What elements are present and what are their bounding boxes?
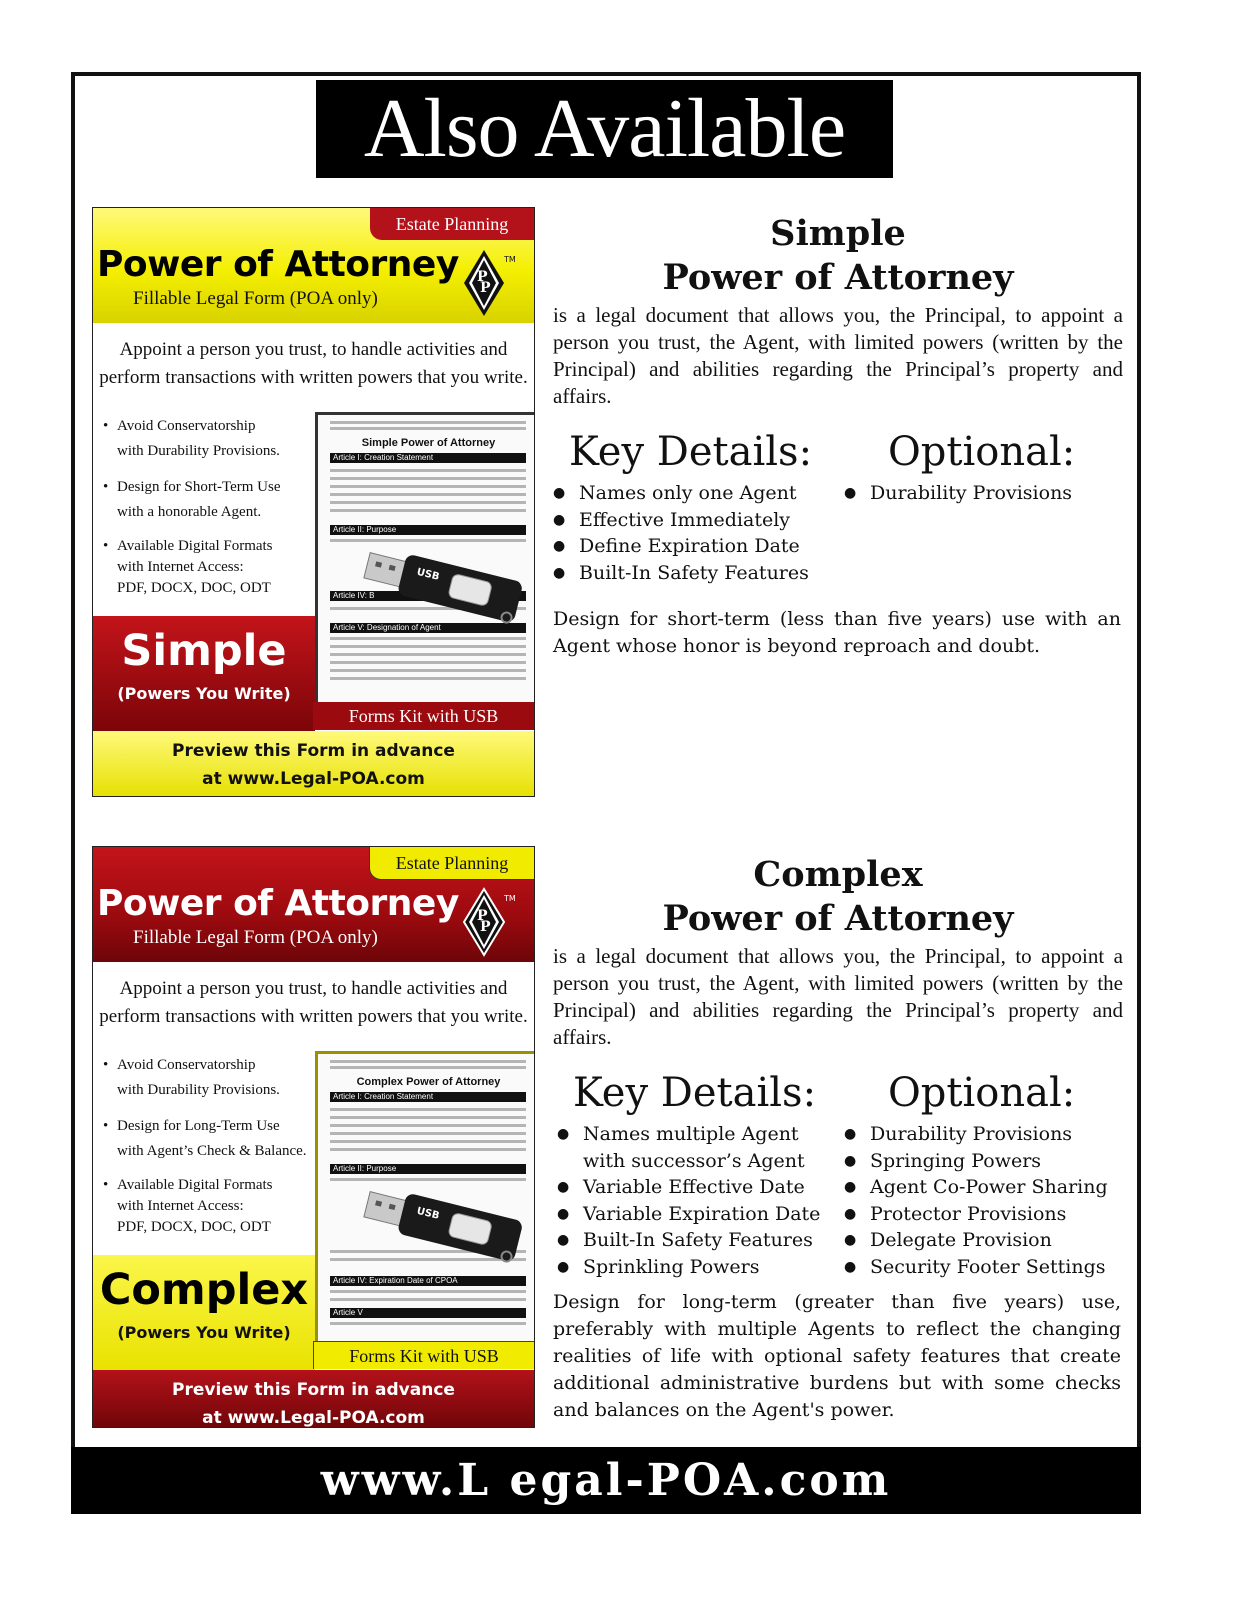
document-section: Article I: Creation Statement [330,453,526,463]
document-title: Complex Power of Attorney [356,1076,501,1088]
description-text: is a legal document that allows you, the Principal, to appoint a person you trust, the Agent, with limited powers (written by the Principal) and abilities regarding the Principal’s property and affairs. [553,303,1123,408]
document-title: Simple Power of Attorney [361,437,496,449]
document-section: Article IV: Expiration Date of CPOA [330,1276,526,1286]
key-detail-item: ● Effective Immediately [553,507,812,534]
cover-title: Power of Attorney [97,883,459,924]
optional-item: ● Durability Provisions [844,1121,1108,1148]
key-detail-item: ● Names multiple Agent [557,1121,820,1148]
product-description-complex [553,853,1123,1421]
usb-drive-icon [362,543,535,633]
preview-link[interactable]: Preview this Form in advance at www.Legal-POA.com [93,731,534,797]
svg-text:P: P [477,269,488,285]
key-details-column [557,1069,820,1280]
key-detail-item: ● Built-In Safety Features [553,560,812,587]
footer-website[interactable]: www.L egal-POA.com [71,1447,1141,1514]
cover-subtitle: Fillable Legal Form (POA only) [133,288,378,309]
document-section: Article II: Purpose [330,1164,526,1174]
key-detail-item: ● Names only one Agent [553,480,812,507]
details-columns [553,1069,1123,1294]
key-detail-item: with successor’s Agent [583,1149,805,1172]
key-details-list [557,1121,820,1280]
key-details-heading: Key Details: [569,429,813,475]
product-name-subtitle: (Powers You Write) [117,1323,291,1342]
svg-text:USB: USB [415,1205,441,1222]
description-text: is a legal document that allows you, the Principal, to appoint a person you trust, the Agent, with limited powers (written by the Principal) and abilities regarding the Principal’s property and affairs. [553,944,1123,1049]
form-preview-document [315,1051,535,1344]
document-section: Article IV: B [330,591,526,601]
optional-heading: Optional: [888,429,1076,475]
closing-text: Design for short-term (less than five years) use with an Agent whose honor is beyond reproach and doubt. [553,608,1121,657]
cover-title: Power of Attorney [97,244,459,285]
optional-list [844,480,1075,507]
svg-text:USB: USB [415,566,441,583]
optional-heading: Optional: [888,1070,1076,1116]
document-section: Article V [330,1308,526,1318]
ppp-logo-icon [462,248,520,318]
document-section: Article I: Creation Statement [330,1092,526,1102]
details-columns [553,428,1123,598]
product-cover-simple[interactable] [92,207,535,797]
cover-bullet: • Design for Long-Term Use with Agent’s Check & Balance. [103,1114,317,1164]
description-title: Complex Power of Attorney [662,854,1014,939]
product-name: Complex [99,1265,309,1315]
cover-header [93,208,534,323]
key-details-list [553,480,812,586]
cover-bullet-list [103,1053,317,1249]
preview-link[interactable]: Preview this Form in advance at www.Legal-POA.com [93,1370,534,1428]
optional-item: ● Durability Provisions [844,480,1075,507]
cover-bullet: • Avoid Conservatorship with Durability Provisions. [103,1053,317,1103]
key-details-column [553,428,812,586]
cover-bullet-list [103,414,317,610]
optional-item: ● Agent Co-Power Sharing [844,1174,1108,1201]
cover-subtitle: Fillable Legal Form (POA only) [133,927,378,948]
svg-text:P: P [480,280,491,296]
key-detail-item: ● Variable Expiration Date [557,1201,820,1228]
optional-item: ● Protector Provisions [844,1201,1108,1228]
key-detail-item: ● Built-In Safety Features [557,1227,820,1254]
lead-line-2: perform transactions with written powers that you write. [99,367,528,388]
lead-line-1: Appoint a person you trust, to handle activities and [119,978,508,999]
optional-column [844,1069,1108,1280]
optional-list [844,1121,1108,1280]
estate-planning-tag: Estate Planning [370,208,534,240]
ppp-logo-icon [462,887,520,957]
svg-text:TM: TM [504,255,516,264]
cover-lead [93,336,534,392]
optional-item: ● Delegate Provision [844,1227,1108,1254]
svg-text:TM: TM [504,894,516,903]
cover-bullet: • Available Digital Formats with Internet Access: PDF, DOCX, DOC, ODT [103,536,317,599]
lead-line-1: Appoint a person you trust, to handle activities and [119,339,508,360]
product-description-simple [553,212,1123,657]
document-section: Article II: Purpose [330,525,526,535]
lead-line-2: perform transactions with written powers that you write. [99,1006,528,1027]
document-section: Article V: Designation of Agent [330,623,526,633]
forms-kit-label: Forms Kit with USB [313,702,534,730]
key-details-heading: Key Details: [573,1070,817,1116]
cover-bullet: • Available Digital Formats with Internet Access: PDF, DOCX, DOC, ODT [103,1175,317,1238]
key-detail-item: ● Sprinkling Powers [557,1254,820,1281]
product-name-block [93,1255,315,1370]
closing-text: Design for long-term (greater than five years) use, preferably with multiple Agents to reflect the changing realities of life with optional safety features that create additional administrative burdens but with some checks and balances on the Agent's power. [553,1291,1121,1421]
product-name: Simple [121,626,287,676]
cover-lead [93,975,534,1031]
forms-kit-label: Forms Kit with USB [313,1341,534,1369]
optional-item: ● Security Footer Settings [844,1254,1108,1281]
cover-bullet: • Avoid Conservatorship with Durability Provisions. [103,414,317,464]
cover-header [93,847,534,962]
svg-text:P: P [477,908,488,924]
svg-text:P: P [480,919,491,935]
estate-planning-tag: Estate Planning [369,847,534,880]
optional-column [844,428,1075,507]
cover-bullet: • Design for Short-Term Use with a honorable Agent. [103,475,317,525]
product-name-block [93,616,315,731]
product-cover-complex[interactable] [92,846,535,1428]
key-detail-item: ● Define Expiration Date [553,533,812,560]
banner-title: Also Available [316,80,893,178]
usb-drive-icon [362,1182,535,1272]
description-title: Simple Power of Attorney [662,213,1014,298]
key-detail-item: ● Variable Effective Date [557,1174,820,1201]
product-name-subtitle: (Powers You Write) [117,684,291,703]
optional-item: ● Springing Powers [844,1148,1108,1175]
form-preview-document [315,412,535,705]
